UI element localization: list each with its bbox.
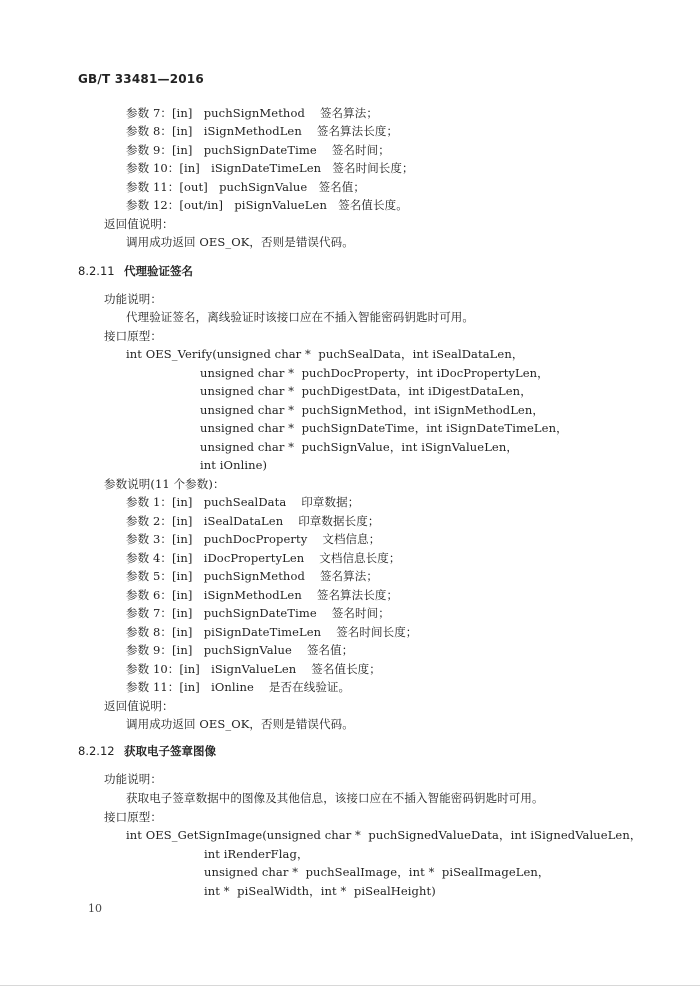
page-bottom-divider	[0, 985, 700, 986]
section-title: 获取电子签章图像	[124, 744, 216, 758]
param-line: 参数 11：[out] puchSignValue 签名值；	[126, 180, 365, 194]
prototype-line: int iRenderFlag，	[204, 847, 309, 861]
param-line: 参数 11：[in] iOnline 是否在线验证。	[126, 680, 351, 694]
prototype-label: 接口原型：	[104, 810, 162, 824]
return-label: 返回值说明：	[104, 217, 174, 231]
function-label: 功能说明：	[104, 292, 162, 306]
standard-header: GB/T 33481—2016	[78, 72, 204, 86]
page-number: 10	[88, 902, 102, 915]
prototype-line: int OES_Verify(unsigned char * puchSealData，int iSealDataLen，	[126, 347, 524, 361]
param-line: 参数 3：[in] puchDocProperty 文档信息；	[126, 532, 381, 546]
params-label: 参数说明(11 个参数)：	[104, 477, 225, 491]
prototype-label: 接口原型：	[104, 329, 162, 343]
prototype-line: int * piSealWidth，int * piSealHeight)	[204, 884, 436, 898]
function-text: 代理验证签名，离线验证时该接口应在不插入智能密码钥匙时可用。	[126, 310, 474, 324]
param-line: 参数 9：[in] puchSignDateTime 签名时间；	[126, 143, 390, 157]
param-line: 参数 4：[in] iDocPropertyLen 文档信息长度；	[126, 551, 401, 565]
section-number: 8.2.12	[78, 744, 115, 758]
section-heading-8-2-12	[78, 744, 216, 759]
param-line: 参数 9：[in] puchSignValue 签名值；	[126, 643, 354, 657]
function-text: 获取电子签章数据中的图像及其他信息，该接口应在不插入智能密码钥匙时可用。	[126, 791, 544, 805]
param-line: 参数 5：[in] puchSignMethod 签名算法；	[126, 569, 378, 583]
return-text: 调用成功返回 OES_OK，否则是错误代码。	[126, 717, 354, 731]
return-text: 调用成功返回 OES_OK，否则是错误代码。	[126, 235, 354, 249]
prototype-line: unsigned char * puchSealImage，int * piSealImageLen，	[204, 865, 550, 879]
prototype-line: unsigned char * puchDocProperty，int iDocPropertyLen，	[200, 366, 549, 380]
prototype-line: unsigned char * puchDigestData，int iDigestDataLen，	[200, 384, 532, 398]
param-line: 参数 2：[in] iSealDataLen 印章数据长度；	[126, 514, 380, 528]
prototype-line: unsigned char * puchSignDateTime，int iSignDateTimeLen，	[200, 421, 568, 435]
prototype-line: unsigned char * puchSignMethod，int iSignMethodLen，	[200, 403, 544, 417]
param-line: 参数 8：[in] iSignMethodLen 签名算法长度；	[126, 124, 399, 138]
section-title: 代理验证签名	[124, 264, 193, 278]
param-line: 参数 8：[in] piSignDateTimeLen 签名时间长度；	[126, 625, 418, 639]
param-line: 参数 7：[in] puchSignMethod 签名算法；	[126, 106, 378, 120]
prototype-line: int OES_GetSignImage(unsigned char * puchSignedValueData，int iSignedValueLen，	[126, 828, 642, 842]
param-line: 参数 12：[out/in] piSignValueLen 签名值长度。	[126, 198, 408, 212]
function-label: 功能说明：	[104, 772, 162, 786]
section-number: 8.2.11	[78, 264, 115, 278]
prototype-line: unsigned char * puchSignValue，int iSignValueLen，	[200, 440, 518, 454]
param-line: 参数 1：[in] puchSealData 印章数据；	[126, 495, 360, 509]
param-line: 参数 6：[in] iSignMethodLen 签名算法长度；	[126, 588, 399, 602]
param-line: 参数 7：[in] puchSignDateTime 签名时间；	[126, 606, 390, 620]
param-line: 参数 10：[in] iSignValueLen 签名值长度；	[126, 662, 381, 676]
section-heading-8-2-11	[78, 264, 193, 279]
return-label: 返回值说明：	[104, 699, 174, 713]
prototype-line: int iOnline)	[200, 458, 268, 472]
param-line: 参数 10：[in] iSignDateTimeLen 签名时间长度；	[126, 161, 414, 175]
